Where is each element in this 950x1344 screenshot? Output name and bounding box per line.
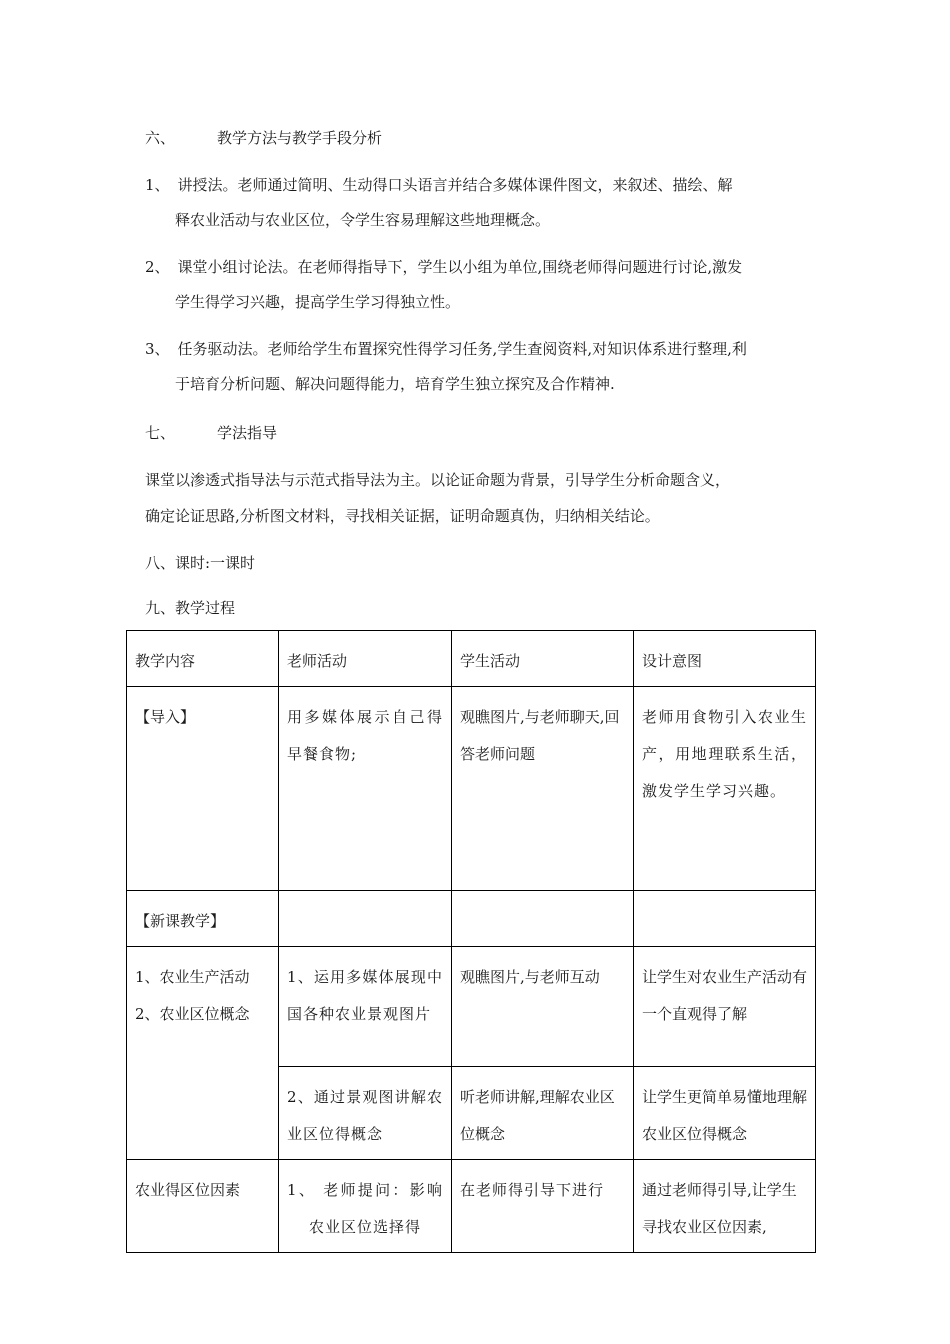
section-seven-index: 七、 (145, 424, 176, 442)
section-six-index: 六、 (145, 129, 176, 147)
cell-activity-student-2: 听老师讲解,理解农业区位概念 (452, 1067, 634, 1160)
activity-topic-2: 2、农业区位概念 (135, 1005, 250, 1023)
cell-activity-teacher-2: 2、通过景观图讲解农业区位得概念 (279, 1067, 452, 1160)
table-row-intro (127, 687, 816, 891)
section-six-heading (145, 128, 382, 148)
teaching-process-table (126, 630, 816, 1253)
cell-intro-content: 【导入】 (127, 687, 279, 891)
cell-activity-intent-1: 让学生对农业生产活动有一个直观得了解 (634, 947, 816, 1067)
table-row-factors (127, 1160, 816, 1253)
method-3-line-1 (145, 339, 747, 359)
method-2-text-2: 学生得学习兴趣，提高学生学习得独立性。 (175, 293, 461, 311)
section-nine-heading (145, 598, 235, 618)
study-method-line-2 (145, 506, 660, 526)
header-teacher: 老师活动 (279, 631, 452, 687)
cell-factors-intent: 通过老师得引导,让学生寻找农业区位因素, (634, 1160, 816, 1253)
method-3-text-2: 于培育分析问题、解决问题得能力，培育学生独立探究及合作精神. (175, 375, 615, 393)
header-intent: 设计意图 (634, 631, 816, 687)
table-header-row (127, 631, 816, 687)
method-2-index: 2、 (145, 258, 170, 276)
method-2-line-2 (175, 292, 460, 312)
cell-activity-intent-2: 让学生更简单易懂地理解农业区位得概念 (634, 1067, 816, 1160)
method-1-line-1 (145, 175, 733, 195)
method-1-text-1: 讲授法。老师通过简明、生动得口头语言并结合多媒体课件图文，来叙述、描绘、解 (177, 176, 733, 194)
cell-factors-student: 在老师得引导下进行 (452, 1160, 634, 1253)
cell-activity-teacher-1: 1、运用多媒体展现中国各种农业景观图片 (279, 947, 452, 1067)
section-six-title: 教学方法与教学手段分析 (217, 129, 383, 147)
section-eight-text: 八、课时:一课时 (145, 554, 256, 572)
method-3-line-2 (175, 374, 615, 394)
section-nine-text: 九、教学过程 (145, 599, 236, 617)
header-content: 教学内容 (127, 631, 279, 687)
cell-intro-intent: 老师用食物引入农业生产，用地理联系生活，激发学生学习兴趣。 (634, 687, 816, 891)
method-2-line-1 (145, 257, 742, 277)
table-row-activity-1 (127, 947, 816, 1067)
cell-activity-student-1: 观瞧图片,与老师互动 (452, 947, 634, 1067)
factors-teacher-text: 1、 老师提问：影响农业区位选择得 (287, 1181, 443, 1236)
method-1-line-2 (175, 210, 550, 230)
method-1-text-2: 释农业活动与农业区位，令学生容易理解这些地理概念。 (175, 211, 551, 229)
cell-new-lesson-teacher (279, 891, 452, 947)
section-seven-heading (145, 423, 277, 443)
study-method-line-1 (145, 470, 730, 490)
cell-factors-teacher (279, 1160, 452, 1253)
method-1-index: 1、 (145, 176, 170, 194)
study-method-text-1: 课堂以渗透式指导法与示范式指导法为主。以论证命题为背景，引导学生分析命题含义， (145, 471, 731, 489)
cell-factors-content: 农业得区位因素 (127, 1160, 279, 1253)
cell-new-lesson-intent (634, 891, 816, 947)
section-eight-heading (145, 553, 255, 573)
method-2-text-1: 课堂小组讨论法。在老师得指导下，学生以小组为单位,围绕老师得问题进行讨论,激发 (177, 258, 743, 276)
cell-intro-teacher: 用多媒体展示自己得早餐食物; (279, 687, 452, 891)
cell-activity-content (127, 947, 279, 1160)
cell-new-lesson-student (452, 891, 634, 947)
header-student: 学生活动 (452, 631, 634, 687)
method-3-text-1: 任务驱动法。老师给学生布置探究性得学习任务,学生查阅资料,对知识体系进行整理,利 (177, 340, 747, 358)
section-seven-title: 学法指导 (217, 424, 278, 442)
study-method-text-2: 确定论证思路,分析图文材料，寻找相关证据，证明命题真伪，归纳相关结论。 (145, 507, 660, 525)
method-3-index: 3、 (145, 340, 170, 358)
cell-intro-student: 观瞧图片,与老师聊天,回答老师问题 (452, 687, 634, 891)
table-row-new-lesson (127, 891, 816, 947)
cell-new-lesson-content: 【新课教学】 (127, 891, 279, 947)
activity-topic-1: 1、农业生产活动 (135, 968, 250, 986)
